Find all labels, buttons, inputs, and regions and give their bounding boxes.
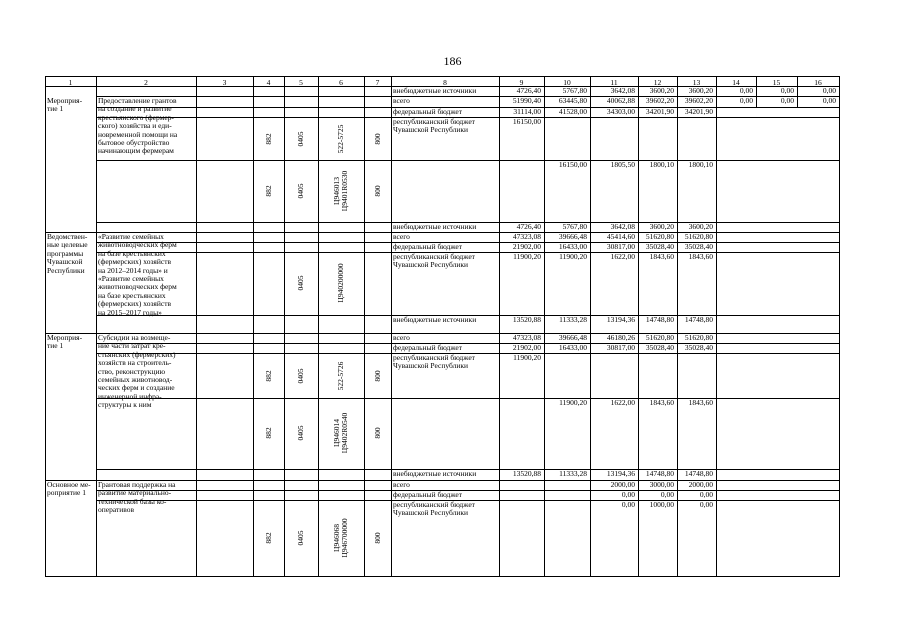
source-label: всего (393, 333, 410, 342)
measure-name: «Развитие семейных (98, 232, 164, 241)
grbs-code (257, 156, 281, 226)
code-line: 882 (263, 370, 273, 382)
column-rule (364, 76, 365, 576)
value-cell: 39666,48 (558, 232, 587, 241)
vr-code (366, 503, 390, 573)
code-line: 0405 (296, 183, 305, 199)
code-line: 882 (263, 133, 273, 145)
column-header: 13 (692, 78, 701, 87)
value-cell: 35028,40 (645, 242, 674, 251)
grbs-code (257, 503, 281, 573)
value-cell: 14748,80 (645, 469, 674, 478)
program-label: тие 1 (47, 341, 64, 351)
column-header: 14 (732, 78, 740, 87)
value-cell: 0,00 (739, 86, 753, 95)
code-line: Ц946068 (332, 524, 341, 552)
code-line: Ц946014 (332, 419, 341, 447)
program-label: роприятие 1 (47, 488, 86, 498)
value-cell: 63445,80 (558, 96, 587, 105)
column-header: 10 (563, 78, 571, 87)
column-header: 5 (299, 78, 303, 87)
code-line: Ц946013 (332, 177, 341, 205)
program-label: Мероприя- (47, 333, 83, 342)
code-line: 0405 (296, 425, 305, 441)
measure-name: технической базы ко- (98, 496, 167, 506)
value-cell: 11900,20 (559, 252, 587, 261)
value-cell: 13194,36 (606, 469, 635, 478)
source-label: федеральный бюджет (393, 242, 463, 251)
code-line: Ц9402R0540 (340, 412, 349, 454)
column-header: 7 (375, 78, 380, 87)
value-cell: 1622,00 (610, 252, 635, 261)
measure-name: на базе крестьянских (98, 290, 166, 300)
measure-name: оперативов (98, 505, 135, 515)
code-line: 800 (372, 427, 382, 439)
measure-name: «Развитие семейных (98, 274, 164, 283)
column-rule (96, 76, 97, 576)
source-label: Чувашской Республики (393, 361, 469, 371)
code-line: 0405 (296, 275, 305, 291)
value-cell: 51620,80 (684, 232, 713, 241)
value-cell: 14748,80 (684, 315, 713, 324)
column-header: 16 (814, 78, 822, 87)
source-label: всего (393, 96, 410, 105)
column-rule (638, 76, 639, 576)
measure-name: ство, реконструкцию (98, 366, 166, 376)
value-cell: 0,00 (822, 96, 836, 105)
value-cell: 1622,00 (610, 398, 635, 407)
value-cell: 41528,00 (558, 107, 587, 116)
code-line: 882 (263, 532, 273, 544)
vr-code (366, 156, 390, 226)
column-rule (196, 76, 197, 576)
measure-name: ческих ферм и создание (98, 383, 175, 393)
value-cell: 13520,88 (512, 469, 541, 478)
measure-name: на 2012–2014 годы» и (98, 265, 168, 275)
column-rule (677, 76, 678, 576)
value-cell: 2000,00 (610, 480, 635, 489)
value-cell: 40062,88 (606, 96, 635, 105)
column-rule (284, 76, 285, 576)
measure-name: Грантовая поддержка на (98, 480, 176, 489)
program-label: Республики (47, 265, 85, 275)
measure-name: бытовое обустройство (98, 138, 170, 147)
value-cell: 35028,40 (645, 343, 674, 352)
source-label: Чувашской Республики (393, 125, 469, 135)
measure-name: ние части затрат кре- (98, 341, 166, 351)
source-label: внебюджетные источники (393, 86, 477, 95)
rzpr-code (289, 248, 313, 318)
measure-name: ского) хозяйства и еди- (98, 121, 172, 131)
column-header: 1 (68, 78, 73, 87)
measure-name: семейных животновод- (98, 375, 173, 384)
measure-name: животноводческих ферм (98, 282, 177, 292)
code-line: Ц9401R0530 (340, 170, 349, 212)
value-cell: 0,00 (699, 500, 713, 509)
source-label: республиканский бюджет (393, 353, 475, 362)
column-header: 12 (653, 78, 662, 87)
column-header: 9 (519, 78, 524, 87)
rzpr-code (289, 156, 313, 226)
value-cell: 16433,00 (558, 242, 587, 251)
value-cell: 51620,80 (684, 333, 713, 342)
csr-code (329, 503, 353, 573)
value-cell: 0,00 (822, 86, 836, 95)
measure-name: животноводческих ферм (98, 240, 177, 250)
column-header: 11 (610, 78, 618, 87)
value-cell: 30817,00 (606, 242, 635, 251)
source-label: внебюджетные источники (393, 469, 477, 478)
program-label: тие 1 (47, 104, 64, 114)
value-cell: 0,00 (780, 96, 794, 105)
code-line: Ц940200000 (336, 263, 345, 303)
column-header: 15 (772, 78, 781, 87)
code-line: 522-5725 (336, 124, 345, 154)
value-cell: 11900,20 (513, 353, 541, 362)
grbs-code (257, 398, 281, 468)
value-cell: 2000,00 (688, 480, 713, 489)
value-cell: 51990,40 (512, 96, 541, 105)
measure-name: на создание и развитие (98, 104, 172, 114)
source-label: федеральный бюджет (393, 107, 463, 116)
source-label: республиканский бюджет (393, 500, 475, 509)
value-cell: 3600,20 (688, 222, 713, 231)
source-label: Чувашской Республики (393, 260, 469, 270)
column-rule (590, 76, 591, 576)
column-rule (391, 76, 392, 576)
measure-name: крестьянского (фермер- (98, 112, 174, 122)
code-line: 882 (263, 185, 273, 197)
value-cell: 34201,90 (684, 107, 713, 116)
value-cell: 3642,08 (610, 86, 635, 95)
value-cell: 11900,20 (559, 398, 587, 407)
column-rule (45, 76, 46, 576)
value-cell: 3000,00 (649, 480, 674, 489)
column-rule (318, 76, 319, 576)
value-cell: 34201,90 (645, 107, 674, 116)
measure-name: на базе крестьянских (98, 248, 166, 258)
value-cell: 1843,60 (649, 398, 674, 407)
value-cell: 16433,00 (558, 343, 587, 352)
source-label: федеральный бюджет (393, 490, 463, 499)
value-cell: 0,00 (739, 96, 753, 105)
column-rule (839, 76, 840, 576)
value-cell: 1800,10 (649, 160, 674, 169)
value-cell: 0,00 (660, 490, 674, 499)
value-cell: 1800,10 (688, 160, 713, 169)
code-line: 800 (372, 185, 382, 197)
value-cell: 35028,40 (684, 242, 713, 251)
value-cell: 0,00 (780, 86, 794, 95)
value-cell: 39602,20 (684, 96, 713, 105)
program-label: Мероприя- (47, 96, 83, 105)
program-label: программы (47, 248, 84, 258)
value-cell: 5767,80 (562, 86, 587, 95)
value-cell: 13194,36 (606, 315, 635, 324)
value-cell: 45414,60 (606, 232, 635, 241)
value-cell: 1843,60 (649, 252, 674, 261)
value-cell: 1805,50 (610, 160, 635, 169)
value-cell: 34303,00 (606, 107, 635, 116)
source-label: внебюджетные источники (393, 222, 477, 231)
column-header: 3 (222, 78, 227, 87)
code-line: 882 (263, 427, 273, 439)
value-cell: 3600,20 (649, 86, 674, 95)
value-cell: 3600,20 (688, 86, 713, 95)
row-rule (96, 160, 840, 161)
column-rule (499, 76, 500, 576)
measure-name: стьянских (фермерских) (98, 349, 176, 359)
csr-code (329, 398, 353, 468)
code-line: Ц946700000 (340, 518, 349, 558)
value-cell: 4726,40 (516, 222, 541, 231)
value-cell: 11333,28 (559, 315, 587, 324)
value-cell: 51620,80 (645, 333, 674, 342)
measure-name: на 2015–2017 годы» (98, 307, 162, 317)
program-label: ные целевые (47, 240, 88, 250)
value-cell: 31114,00 (513, 107, 541, 116)
program-label: Основное ме- (47, 480, 91, 489)
measure-name: новременной помощи на (98, 129, 178, 139)
value-cell: 16150,00 (558, 160, 587, 169)
column-rule (253, 76, 254, 576)
value-cell: 14748,80 (684, 469, 713, 478)
code-line: 0405 (296, 368, 305, 384)
code-line: 800 (372, 133, 382, 145)
source-label: республиканский бюджет (393, 117, 475, 126)
value-cell: 39602,20 (645, 96, 674, 105)
rzpr-code (289, 503, 313, 573)
value-cell: 1843,60 (688, 252, 713, 261)
program-label: Чувашской (47, 257, 83, 267)
program-label: Ведомствен- (47, 232, 88, 241)
measure-name: хозяйств на строитель- (98, 358, 172, 368)
value-cell: 51620,80 (645, 232, 674, 241)
value-cell: 47323,08 (512, 232, 541, 241)
value-cell: 46180,26 (606, 333, 635, 342)
value-cell: 4726,40 (516, 86, 541, 95)
measure-name: Субсидии на возмеще- (98, 333, 171, 342)
column-header: 2 (144, 78, 148, 87)
column-rule (544, 76, 545, 576)
source-label: Чувашской Республики (393, 508, 469, 518)
measure-name: структуры к ним (98, 400, 152, 410)
rzpr-code (289, 398, 313, 468)
value-cell: 1843,60 (688, 398, 713, 407)
value-cell: 1000,00 (649, 500, 674, 509)
value-cell: 0,00 (621, 500, 635, 509)
row-rule (45, 76, 840, 77)
value-cell: 11333,28 (559, 469, 587, 478)
row-rule (45, 576, 840, 577)
source-label: всего (393, 232, 410, 241)
source-label: федеральный бюджет (393, 343, 463, 352)
code-line: 800 (372, 532, 382, 544)
code-line: 800 (372, 370, 382, 382)
column-header: 4 (266, 78, 271, 87)
value-cell: 35028,40 (684, 343, 713, 352)
value-cell: 13520,88 (512, 315, 541, 324)
value-cell: 3600,20 (649, 222, 674, 231)
code-line: 0405 (296, 131, 305, 147)
value-cell: 16150,00 (512, 117, 541, 126)
measure-name: начинающим фермерам (98, 146, 174, 156)
value-cell: 21902,00 (512, 343, 541, 352)
page-number: 186 (443, 54, 462, 68)
measure-name: инженерной инфра- (98, 391, 162, 401)
value-cell: 39666,48 (558, 333, 587, 342)
row-rule (96, 398, 840, 399)
value-cell: 14748,80 (645, 315, 674, 324)
value-cell: 0,00 (621, 490, 635, 499)
source-label: всего (393, 480, 410, 489)
source-label: республиканский бюджет (393, 252, 475, 261)
value-cell: 11900,20 (513, 252, 541, 261)
measure-name: (фермерских) хозяйств (98, 257, 172, 267)
csr-code (329, 248, 353, 318)
csr-code (329, 156, 353, 226)
column-rule (716, 76, 717, 576)
column-header: 8 (443, 78, 447, 87)
value-cell: 30817,00 (606, 343, 635, 352)
value-cell: 21902,00 (512, 242, 541, 251)
code-line: 522-5726 (336, 361, 345, 391)
value-cell: 3642,08 (610, 222, 635, 231)
vr-code (366, 398, 390, 468)
source-label: внебюджетные источники (393, 315, 477, 324)
measure-name: развитие материально- (98, 488, 172, 498)
value-cell: 5767,80 (562, 222, 587, 231)
value-cell: 0,00 (699, 490, 713, 499)
column-header: 6 (339, 78, 343, 87)
measure-name: (фермерских) хозяйств (98, 299, 172, 309)
value-cell: 47323,08 (512, 333, 541, 342)
measure-name: Предоставление грантов (98, 96, 177, 105)
code-line: 0405 (296, 530, 305, 546)
